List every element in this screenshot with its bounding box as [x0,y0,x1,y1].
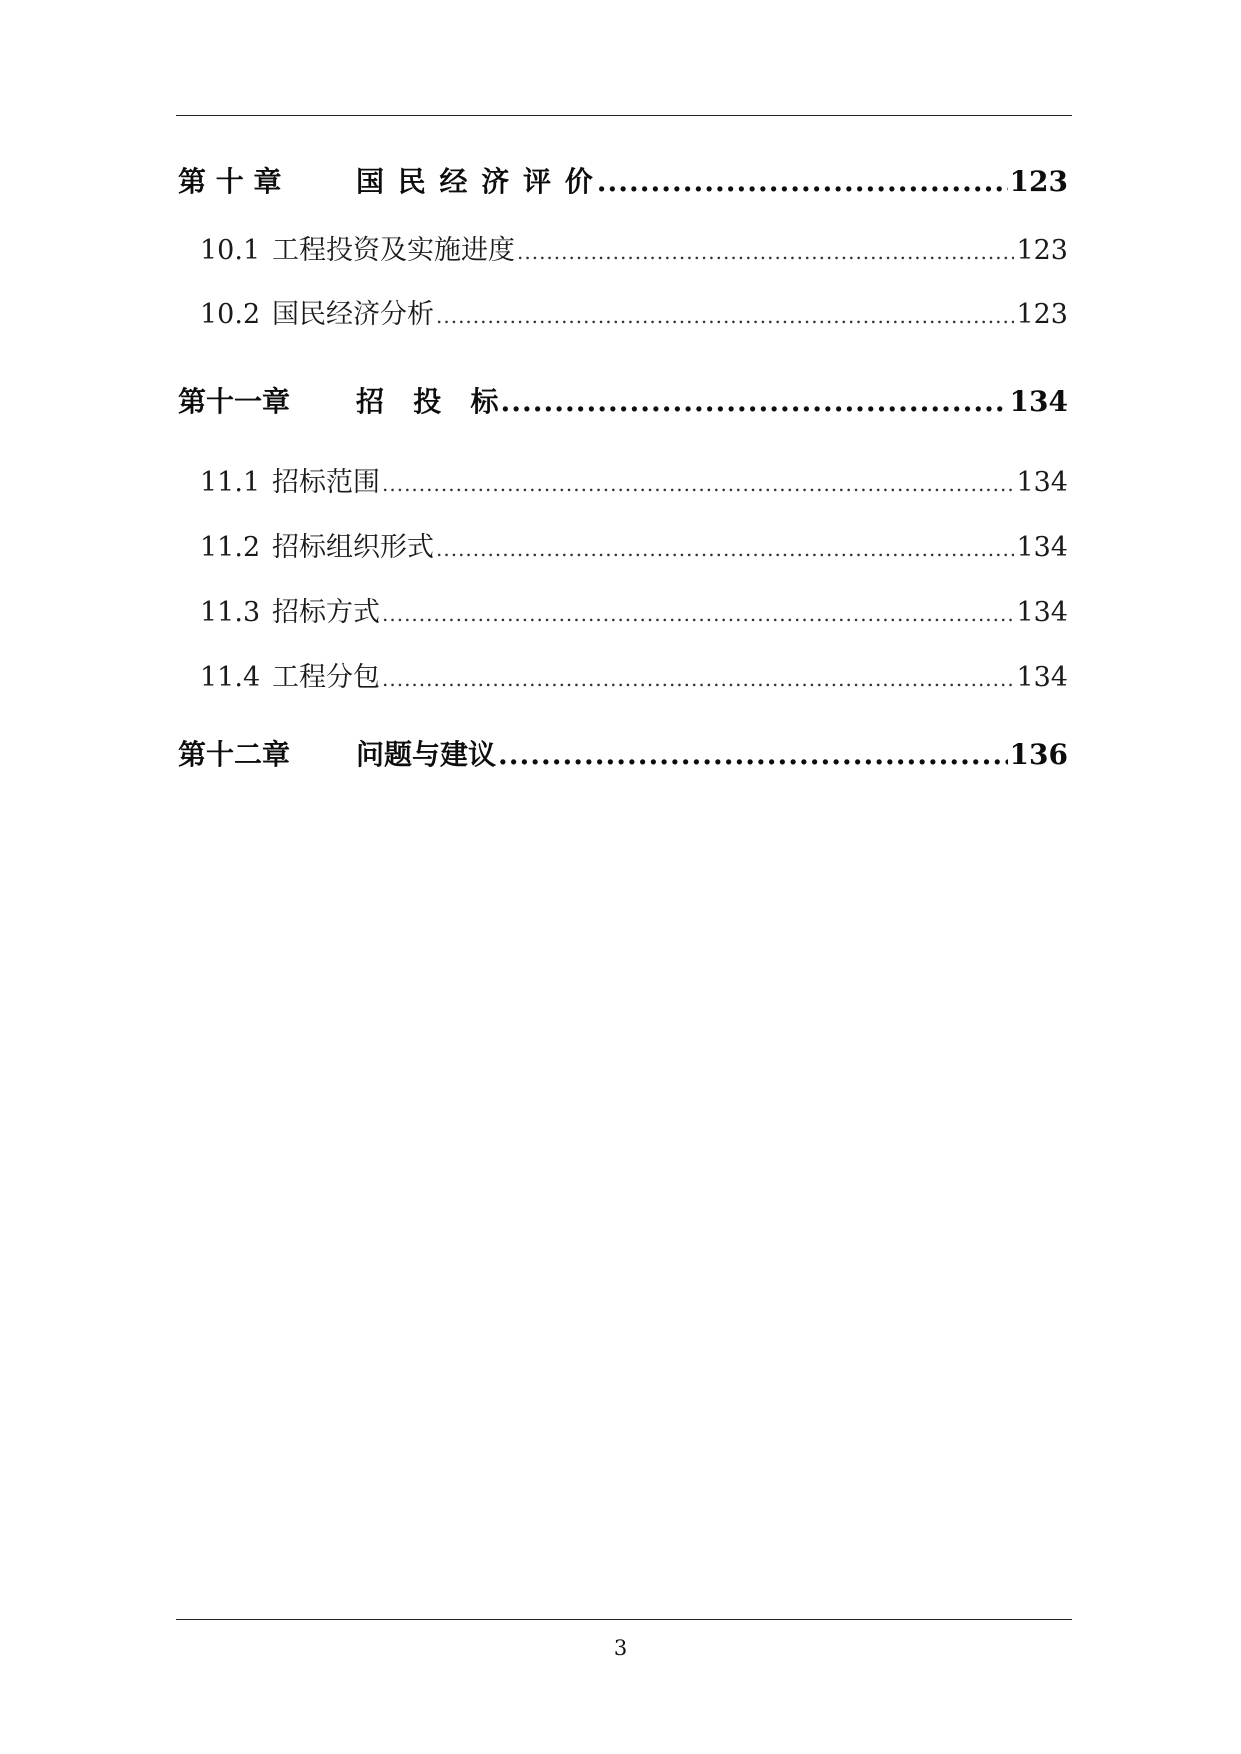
page-ref: 134 [1016,467,1068,498]
section-title: 招标方式 [272,597,380,628]
chapter-number: 第 十 章 [178,165,282,198]
chapter-title: 国 民 经 济 评 价 [356,165,595,198]
dot-leader [436,304,1014,328]
dot-leader [382,472,1014,496]
dot-leader [382,602,1014,626]
section-title: 招标组织形式 [272,532,434,563]
chapter-number: 第十二章 [178,738,291,771]
section-number: 10.1 [200,235,261,266]
toc-chapter-11[interactable] [178,380,1068,420]
section-number: 11.3 [200,597,261,628]
page-ref: 123 [1016,299,1068,330]
chapter-title: 问题与建议 [356,738,497,771]
page-number: 3 [613,1636,628,1660]
section-number: 10.2 [200,299,261,330]
dot-leader [436,537,1014,561]
footer-rule [176,1619,1072,1620]
toc-section-11-2[interactable] [200,525,1068,564]
page-ref: 136 [1009,738,1068,771]
header-rule [176,115,1072,116]
page-ref: 134 [1016,662,1068,693]
page-ref: 123 [1009,165,1068,198]
page-ref: 134 [1016,532,1068,563]
toc-chapter-10[interactable] [178,160,1068,200]
toc-section-11-3[interactable] [200,590,1068,629]
section-number: 11.4 [200,662,261,693]
page-ref: 134 [1009,385,1068,418]
chapter-title: 招 投 标 [356,385,499,418]
dot-leader [597,165,1008,198]
toc-section-11-4[interactable] [200,655,1068,694]
section-number: 11.2 [200,532,261,563]
dot-leader [517,240,1014,264]
dot-leader [498,738,1008,771]
toc-chapter-12[interactable] [178,733,1068,773]
section-number: 11.1 [200,467,261,498]
page-ref: 134 [1016,597,1068,628]
toc-section-11-1[interactable] [200,460,1068,499]
toc-section-10-2[interactable] [200,292,1068,331]
dot-leader [501,385,1008,418]
page-ref: 123 [1016,235,1068,266]
chapter-number: 第十一章 [178,385,291,418]
section-title: 工程分包 [272,662,380,693]
toc-section-10-1[interactable] [200,228,1068,267]
section-title: 国民经济分析 [272,299,434,330]
section-title: 工程投资及实施进度 [272,235,515,266]
section-title: 招标范围 [272,467,380,498]
dot-leader [382,667,1014,691]
